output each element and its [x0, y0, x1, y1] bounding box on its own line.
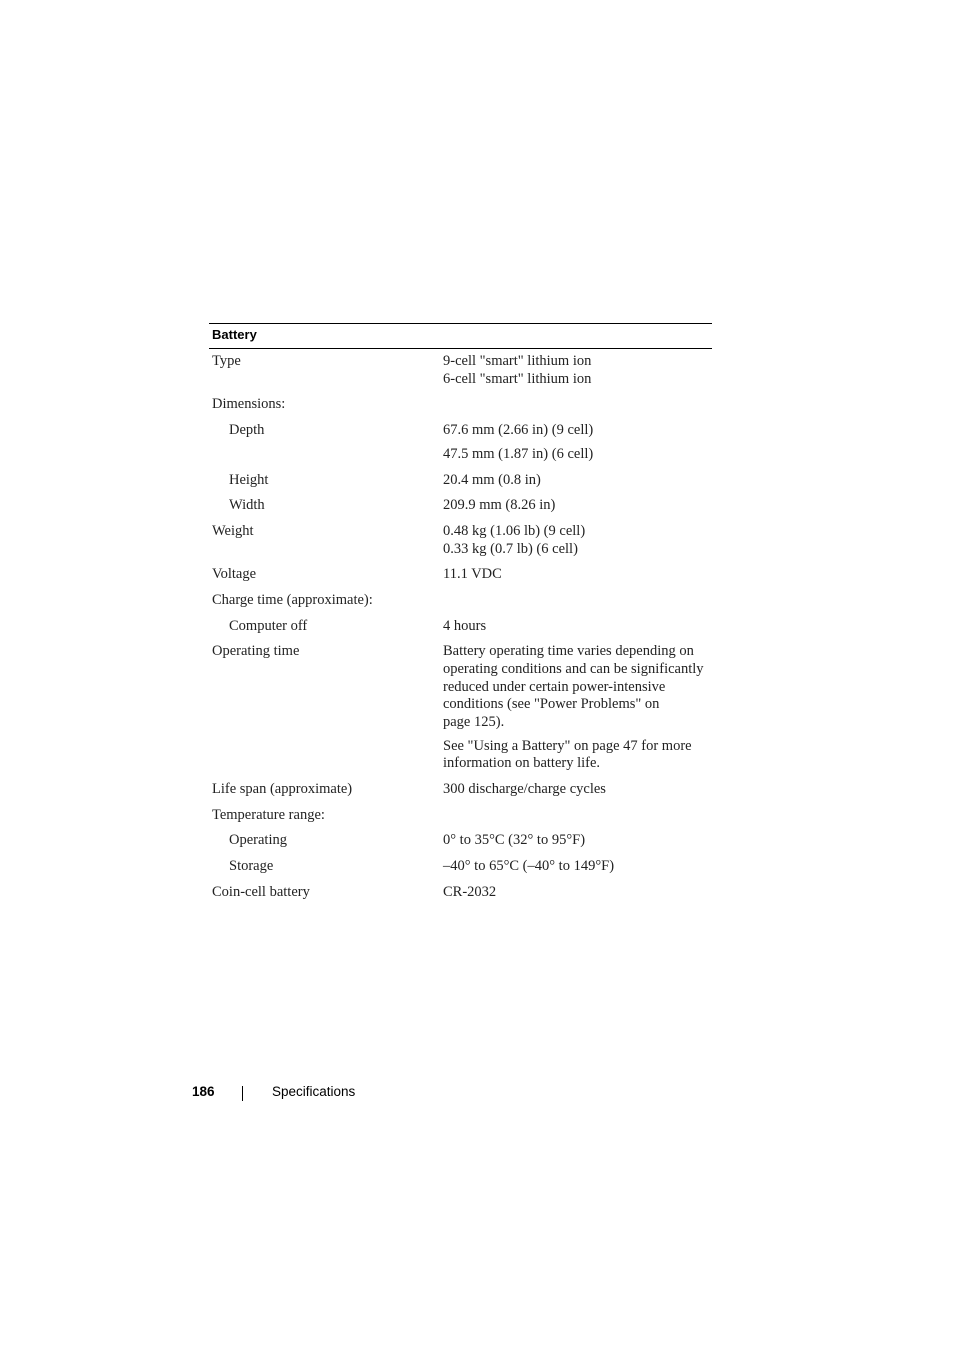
storage-label: Storage	[229, 858, 274, 874]
coin-cell-value: CR-2032	[443, 884, 497, 900]
depth-value-2: 47.5 mm (1.87 in) (6 cell)	[443, 446, 594, 462]
weight-value-1: 0.48 kg (1.06 lb) (9 cell)	[443, 523, 586, 539]
operating-time-line-1: Battery operating time varies depending on	[443, 643, 694, 659]
type-value-1: 9-cell "smart" lithium ion	[443, 353, 592, 369]
operating-label: Operating	[229, 832, 287, 848]
weight-label: Weight	[212, 523, 254, 539]
width-value: 209.9 mm (8.26 in)	[443, 497, 556, 513]
width-label: Width	[229, 497, 265, 513]
dimensions-label: Dimensions:	[212, 396, 286, 412]
depth-label: Depth	[229, 422, 265, 438]
type-label: Type	[212, 353, 241, 369]
operating-time-note-2: information on battery life.	[443, 755, 601, 771]
operating-time-label: Operating time	[212, 643, 300, 659]
footer-divider	[242, 1086, 243, 1101]
operating-time-line-3: reduced under certain power-intensive	[443, 679, 666, 695]
height-label: Height	[229, 472, 269, 488]
computer-off-value: 4 hours	[443, 618, 487, 634]
operating-time-line-2: operating conditions and can be significantly	[443, 661, 704, 677]
voltage-label: Voltage	[212, 566, 257, 582]
charge-time-label: Charge time (approximate):	[212, 592, 373, 608]
operating-value: 0° to 35°C (32° to 95°F)	[443, 832, 586, 848]
weight-value-2: 0.33 kg (0.7 lb) (6 cell)	[443, 541, 578, 557]
operating-time-line-4: conditions (see "Power Problems" on	[443, 696, 660, 712]
life-span-label: Life span (approximate)	[212, 781, 353, 797]
type-value-2: 6-cell "smart" lithium ion	[443, 371, 592, 387]
height-value: 20.4 mm (0.8 in)	[443, 472, 541, 488]
life-span-value: 300 discharge/charge cycles	[443, 781, 606, 797]
operating-time-note-1: See "Using a Battery" on page 47 for more	[443, 738, 692, 754]
coin-cell-label: Coin-cell battery	[212, 884, 310, 900]
computer-off-label: Computer off	[229, 618, 308, 634]
operating-time-line-5: page 125).	[443, 714, 505, 730]
storage-value: –40° to 65°C (–40° to 149°F)	[443, 858, 615, 874]
footer-section-title: Specifications	[272, 1084, 356, 1099]
temperature-range-label: Temperature range:	[212, 807, 325, 823]
section-title: Battery	[212, 327, 257, 342]
page-number: 186	[192, 1084, 215, 1099]
section-header	[209, 323, 712, 349]
voltage-value: 11.1 VDC	[443, 566, 502, 582]
depth-value-1: 67.6 mm (2.66 in) (9 cell)	[443, 422, 594, 438]
